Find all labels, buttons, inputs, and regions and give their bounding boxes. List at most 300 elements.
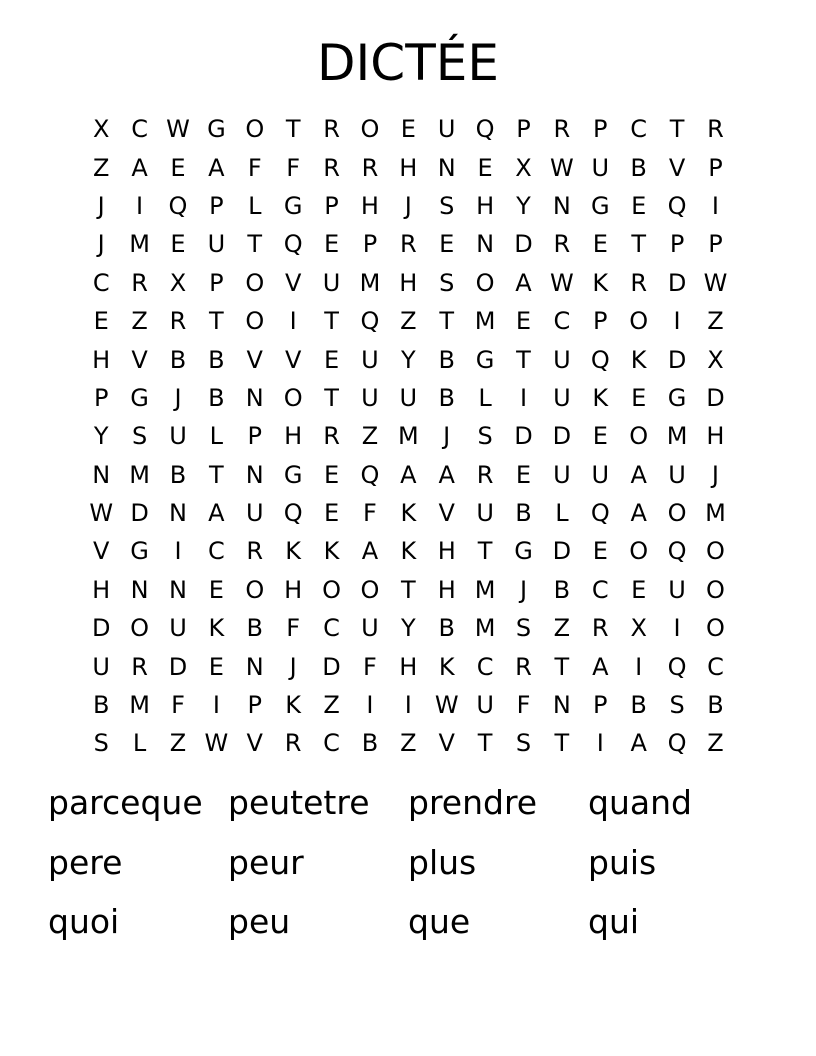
- grid-letter: L: [248, 191, 262, 220]
- grid-letter: T: [324, 383, 339, 412]
- grid-letter: O: [245, 575, 265, 604]
- grid-letter: Z: [131, 307, 148, 336]
- grid-letter: F: [247, 153, 262, 182]
- grid-letter: Y: [400, 345, 416, 374]
- grid-letter: O: [245, 307, 265, 336]
- grid-letter: U: [361, 383, 379, 412]
- grid-letter: H: [284, 422, 303, 451]
- grid-letter: R: [323, 153, 340, 182]
- grid-letter: F: [286, 614, 301, 643]
- grid-letter: D: [514, 422, 533, 451]
- grid-letter: P: [593, 307, 608, 336]
- word-list-item: qui: [588, 902, 640, 941]
- grid-letter: W: [434, 691, 459, 720]
- grid-letter: I: [404, 691, 412, 720]
- letter-grid: [82, 110, 735, 763]
- grid-letter: G: [130, 537, 149, 566]
- grid-letter: E: [592, 422, 608, 451]
- grid-letter: V: [92, 537, 110, 566]
- grid-letter: I: [174, 537, 182, 566]
- grid-letter: X: [630, 614, 647, 643]
- grid-letter: K: [438, 652, 455, 681]
- grid-letter: O: [360, 115, 380, 144]
- grid-letter: K: [630, 345, 647, 374]
- grid-letter: M: [474, 575, 496, 604]
- grid-letter: W: [89, 499, 114, 528]
- grid-letter: U: [476, 691, 494, 720]
- grid-letter: O: [629, 307, 649, 336]
- grid-letter: U: [399, 383, 418, 412]
- grid-letter: E: [323, 499, 340, 528]
- grid-letter: E: [592, 230, 608, 259]
- grid-letter: E: [477, 153, 493, 182]
- grid-letter: B: [92, 691, 110, 720]
- grid-letter: O: [283, 383, 303, 412]
- grid-letter: Z: [707, 307, 724, 336]
- grid-letter: X: [92, 115, 110, 144]
- grid-letter: W: [550, 153, 574, 182]
- grid-letter: M: [129, 230, 150, 259]
- grid-letter: R: [169, 307, 187, 336]
- grid-letter: L: [132, 729, 147, 758]
- grid-letter: N: [245, 460, 264, 489]
- grid-letter: X: [169, 268, 187, 297]
- grid-letter: K: [208, 614, 225, 643]
- word-list-item: que: [408, 902, 471, 941]
- grid-letter: P: [209, 191, 224, 220]
- grid-letter: G: [207, 115, 226, 144]
- grid-letter: C: [476, 652, 494, 681]
- grid-letter: K: [285, 537, 302, 566]
- grid-letter: P: [324, 191, 339, 220]
- grid-letter: K: [285, 691, 302, 720]
- grid-letter: P: [362, 230, 378, 259]
- grid-letter: E: [439, 230, 455, 259]
- grid-letter: I: [596, 729, 604, 758]
- grid-letter: R: [131, 268, 148, 297]
- grid-letter: C: [131, 115, 148, 144]
- grid-letter: R: [630, 268, 647, 297]
- grid-letter: F: [516, 691, 531, 720]
- grid-letter: D: [322, 652, 341, 681]
- grid-letter: C: [323, 614, 340, 643]
- grid-letter: W: [204, 729, 229, 758]
- grid-letter: P: [708, 230, 723, 259]
- grid-letter: H: [399, 652, 418, 681]
- grid-letter: S: [439, 268, 455, 297]
- grid-letter: L: [209, 422, 224, 451]
- grid-letter: O: [629, 422, 649, 451]
- grid-letter: U: [591, 153, 610, 182]
- grid-letter: B: [707, 691, 724, 720]
- grid-letter: J: [97, 230, 105, 259]
- grid-letter: R: [515, 652, 532, 681]
- grid-letter: I: [673, 307, 681, 336]
- grid-letter: O: [706, 614, 725, 643]
- grid-letter: U: [437, 115, 456, 144]
- grid-letter: G: [475, 345, 495, 374]
- grid-letter: K: [592, 383, 609, 412]
- grid-letter: B: [438, 345, 455, 374]
- grid-letter: P: [708, 153, 723, 182]
- grid-letter: K: [592, 268, 609, 297]
- grid-letter: B: [208, 345, 225, 374]
- grid-letter: O: [706, 575, 725, 604]
- grid-letter: F: [286, 153, 301, 182]
- grid-letter: T: [516, 345, 531, 374]
- grid-letter: A: [131, 153, 148, 182]
- grid-letter: I: [635, 652, 643, 681]
- grid-letter: R: [284, 729, 302, 758]
- grid-letter: U: [245, 499, 264, 528]
- grid-letter: Q: [590, 345, 610, 374]
- grid-letter: A: [630, 460, 647, 489]
- grid-letter: S: [515, 614, 532, 643]
- grid-letter: R: [323, 115, 340, 144]
- grid-letter: C: [630, 115, 648, 144]
- grid-letter: M: [474, 307, 496, 336]
- grid-letter: A: [630, 499, 647, 528]
- grid-letter: T: [554, 652, 570, 681]
- grid-letter: J: [404, 191, 412, 220]
- grid-letter: D: [667, 345, 687, 374]
- grid-letter: P: [593, 691, 608, 720]
- grid-letter: H: [92, 575, 111, 604]
- grid-letter: C: [92, 268, 110, 297]
- grid-letter: X: [515, 153, 532, 182]
- grid-letter: B: [246, 614, 263, 643]
- grid-letter: E: [592, 537, 608, 566]
- grid-letter: I: [711, 191, 719, 220]
- grid-letter: R: [131, 652, 148, 681]
- grid-letter: I: [212, 691, 220, 720]
- grid-letter: E: [170, 230, 186, 259]
- grid-letter: T: [631, 230, 646, 259]
- grid-letter: H: [476, 191, 495, 220]
- grid-letter: N: [437, 153, 456, 182]
- grid-letter: B: [630, 153, 647, 182]
- grid-letter: S: [669, 691, 685, 720]
- grid-letter: R: [591, 614, 609, 643]
- grid-letter: P: [516, 115, 531, 144]
- grid-letter: O: [245, 115, 265, 144]
- grid-letter: Q: [667, 537, 687, 566]
- grid-letter: Z: [400, 729, 417, 758]
- grid-letter: Q: [360, 307, 380, 336]
- grid-letter: N: [245, 652, 264, 681]
- grid-letter: G: [514, 537, 533, 566]
- grid-letter: E: [631, 575, 647, 604]
- grid-letter: C: [707, 652, 724, 681]
- word-list: [48, 780, 768, 959]
- grid-letter: T: [209, 460, 224, 489]
- grid-letter: Z: [92, 153, 110, 182]
- grid-letter: Q: [590, 499, 610, 528]
- grid-letter: U: [668, 460, 686, 489]
- grid-letter: Q: [667, 729, 687, 758]
- grid-letter: D: [552, 537, 572, 566]
- grid-letter: O: [360, 575, 380, 604]
- grid-letter: R: [246, 537, 264, 566]
- grid-letter: A: [361, 537, 379, 566]
- grid-letter: N: [130, 575, 149, 604]
- grid-letter: U: [361, 345, 379, 374]
- grid-letter: V: [246, 345, 263, 374]
- grid-letter: U: [553, 383, 571, 412]
- grid-letter: C: [207, 537, 225, 566]
- page-title: DICTÉE: [317, 34, 499, 92]
- grid-letter: D: [667, 268, 687, 297]
- grid-letter: Q: [667, 191, 687, 220]
- grid-letter: H: [399, 153, 418, 182]
- grid-letter: M: [666, 422, 688, 451]
- grid-letter: Z: [323, 691, 340, 720]
- grid-letter: E: [93, 307, 109, 336]
- grid-letter: T: [669, 115, 685, 144]
- grid-letter: T: [247, 230, 263, 259]
- grid-letter: V: [284, 268, 302, 297]
- grid-letter: E: [170, 153, 186, 182]
- grid-letter: Q: [475, 115, 495, 144]
- grid-letter: D: [706, 383, 725, 412]
- grid-letter: G: [590, 191, 610, 220]
- grid-letter: E: [400, 115, 416, 144]
- grid-letter: Z: [169, 729, 187, 758]
- grid-letter: I: [519, 383, 528, 412]
- grid-letter: Y: [400, 614, 416, 643]
- grid-letter: M: [129, 460, 150, 489]
- grid-letter: G: [283, 191, 303, 220]
- grid-letter: T: [324, 307, 339, 336]
- grid-letter: T: [285, 115, 301, 144]
- grid-letter: N: [245, 383, 264, 412]
- grid-letter: J: [711, 460, 719, 489]
- grid-letter: N: [476, 230, 495, 259]
- grid-letter: J: [97, 191, 105, 220]
- word-list-item: quoi: [48, 902, 120, 941]
- grid-letter: I: [289, 307, 297, 336]
- grid-letter: S: [439, 191, 455, 220]
- word-list-item: peur: [228, 842, 304, 882]
- grid-letter: H: [284, 575, 303, 604]
- grid-letter: B: [208, 383, 225, 412]
- grid-letter: E: [208, 652, 224, 681]
- grid-letter: Z: [361, 422, 379, 451]
- grid-letter: N: [169, 575, 187, 604]
- grid-letter: C: [323, 729, 340, 758]
- word-list-item: peutetre: [228, 783, 370, 822]
- grid-letter: V: [131, 345, 148, 374]
- grid-letter: D: [130, 499, 149, 528]
- grid-letter: B: [361, 729, 379, 758]
- grid-letter: A: [630, 729, 647, 758]
- grid-letter: X: [707, 345, 724, 374]
- grid-letter: I: [136, 191, 144, 220]
- grid-letter: N: [92, 460, 111, 489]
- grid-letter: H: [360, 191, 379, 220]
- grid-letter: M: [397, 422, 419, 451]
- grid-letter: N: [552, 691, 571, 720]
- grid-letter: A: [592, 652, 609, 681]
- word-list-item: quand: [588, 783, 692, 822]
- grid-letter: G: [283, 460, 303, 489]
- grid-letter: G: [667, 383, 687, 412]
- grid-letter: N: [552, 191, 571, 220]
- grid-letter: B: [438, 614, 455, 643]
- grid-letter: P: [209, 268, 224, 297]
- grid-letter: P: [247, 691, 262, 720]
- grid-letter: O: [706, 537, 725, 566]
- grid-letter: O: [245, 268, 265, 297]
- grid-letter: T: [477, 729, 493, 758]
- grid-letter: E: [323, 345, 340, 374]
- grid-letter: P: [247, 422, 262, 451]
- grid-letter: M: [359, 268, 381, 297]
- grid-letter: T: [209, 307, 224, 336]
- grid-letter: U: [322, 268, 341, 297]
- grid-letter: F: [171, 691, 185, 720]
- grid-letter: D: [552, 422, 572, 451]
- grid-letter: V: [284, 345, 302, 374]
- grid-letter: C: [553, 307, 571, 336]
- grid-letter: K: [323, 537, 340, 566]
- grid-letter: N: [169, 499, 187, 528]
- grid-letter: R: [361, 153, 379, 182]
- grid-letter: B: [630, 691, 647, 720]
- grid-letter: Y: [516, 191, 531, 220]
- grid-letter: S: [93, 729, 109, 758]
- grid-letter: U: [207, 230, 226, 259]
- grid-letter: U: [553, 460, 571, 489]
- grid-letter: G: [130, 383, 149, 412]
- grid-letter: O: [667, 499, 687, 528]
- grid-letter: U: [476, 499, 494, 528]
- grid-letter: E: [631, 383, 647, 412]
- grid-letter: U: [92, 652, 110, 681]
- grid-letter: E: [515, 460, 532, 489]
- word-list-item: plus: [408, 842, 477, 882]
- grid-letter: U: [553, 345, 571, 374]
- grid-letter: Z: [400, 307, 417, 336]
- grid-letter: O: [629, 537, 649, 566]
- grid-letter: P: [93, 383, 109, 412]
- grid-letter: E: [323, 460, 340, 489]
- grid-letter: A: [438, 460, 455, 489]
- grid-letter: Z: [707, 729, 724, 758]
- grid-letter: Q: [168, 191, 188, 220]
- word-list-item: parceque: [48, 783, 203, 822]
- grid-letter: B: [169, 460, 187, 489]
- grid-letter: I: [366, 691, 374, 720]
- grid-letter: P: [669, 230, 685, 259]
- grid-letter: L: [555, 499, 569, 528]
- grid-letter: V: [668, 153, 686, 182]
- grid-letter: V: [438, 499, 455, 528]
- grid-letter: Q: [667, 652, 687, 681]
- grid-letter: L: [478, 383, 492, 412]
- grid-letter: K: [400, 537, 417, 566]
- grid-letter: E: [208, 575, 224, 604]
- grid-letter: Q: [283, 230, 303, 259]
- grid-letter: U: [169, 422, 187, 451]
- word-list-item: peu: [228, 902, 291, 941]
- grid-letter: R: [476, 460, 494, 489]
- grid-letter: T: [477, 537, 493, 566]
- grid-letter: K: [400, 499, 417, 528]
- grid-letter: U: [591, 460, 610, 489]
- grid-letter: E: [631, 191, 647, 220]
- grid-letter: D: [168, 652, 188, 681]
- grid-letter: I: [673, 614, 681, 643]
- grid-letter: J: [519, 575, 528, 604]
- grid-letter: R: [553, 230, 571, 259]
- grid-letter: W: [166, 115, 190, 144]
- grid-letter: E: [515, 307, 532, 336]
- grid-letter: D: [514, 230, 533, 259]
- grid-letter: R: [323, 422, 340, 451]
- word-list-item: prendre: [408, 783, 538, 822]
- grid-letter: W: [550, 268, 574, 297]
- grid-letter: B: [169, 345, 187, 374]
- grid-letter: Q: [360, 460, 380, 489]
- grid-letter: H: [437, 537, 456, 566]
- word-list-item: puis: [588, 842, 657, 882]
- grid-letter: S: [477, 422, 493, 451]
- grid-letter: A: [400, 460, 417, 489]
- grid-letter: B: [515, 499, 532, 528]
- grid-letter: S: [131, 422, 148, 451]
- word-list-item: pere: [48, 842, 123, 882]
- grid-letter: S: [515, 729, 532, 758]
- grid-letter: R: [707, 115, 724, 144]
- grid-letter: U: [169, 614, 187, 643]
- grid-letter: V: [246, 729, 263, 758]
- grid-letter: Y: [93, 422, 109, 451]
- grid-letter: J: [289, 652, 297, 681]
- grid-letter: Q: [283, 499, 303, 528]
- grid-letter: F: [363, 499, 377, 528]
- grid-letter: H: [437, 575, 456, 604]
- grid-letter: T: [439, 307, 455, 336]
- grid-letter: T: [554, 729, 570, 758]
- grid-letter: Z: [553, 614, 571, 643]
- grid-letter: J: [443, 422, 451, 451]
- grid-letter: M: [129, 691, 150, 720]
- grid-letter: B: [438, 383, 455, 412]
- grid-letter: H: [706, 422, 725, 451]
- grid-letter: U: [668, 575, 686, 604]
- grid-letter: M: [474, 614, 496, 643]
- grid-letter: C: [591, 575, 609, 604]
- grid-letter: D: [91, 614, 111, 643]
- grid-letter: F: [363, 652, 377, 681]
- grid-letter: W: [703, 268, 728, 297]
- grid-letter: A: [208, 153, 225, 182]
- grid-letter: M: [705, 499, 726, 528]
- grid-letter: T: [400, 575, 416, 604]
- grid-letter: V: [438, 729, 455, 758]
- grid-letter: B: [553, 575, 571, 604]
- grid-letter: R: [553, 115, 571, 144]
- grid-letter: H: [92, 345, 111, 374]
- grid-letter: E: [323, 230, 340, 259]
- grid-letter: P: [593, 115, 608, 144]
- grid-letter: O: [130, 614, 150, 643]
- grid-letter: O: [475, 268, 495, 297]
- grid-letter: U: [361, 614, 379, 643]
- grid-letter: A: [208, 499, 225, 528]
- grid-letter: A: [515, 268, 532, 297]
